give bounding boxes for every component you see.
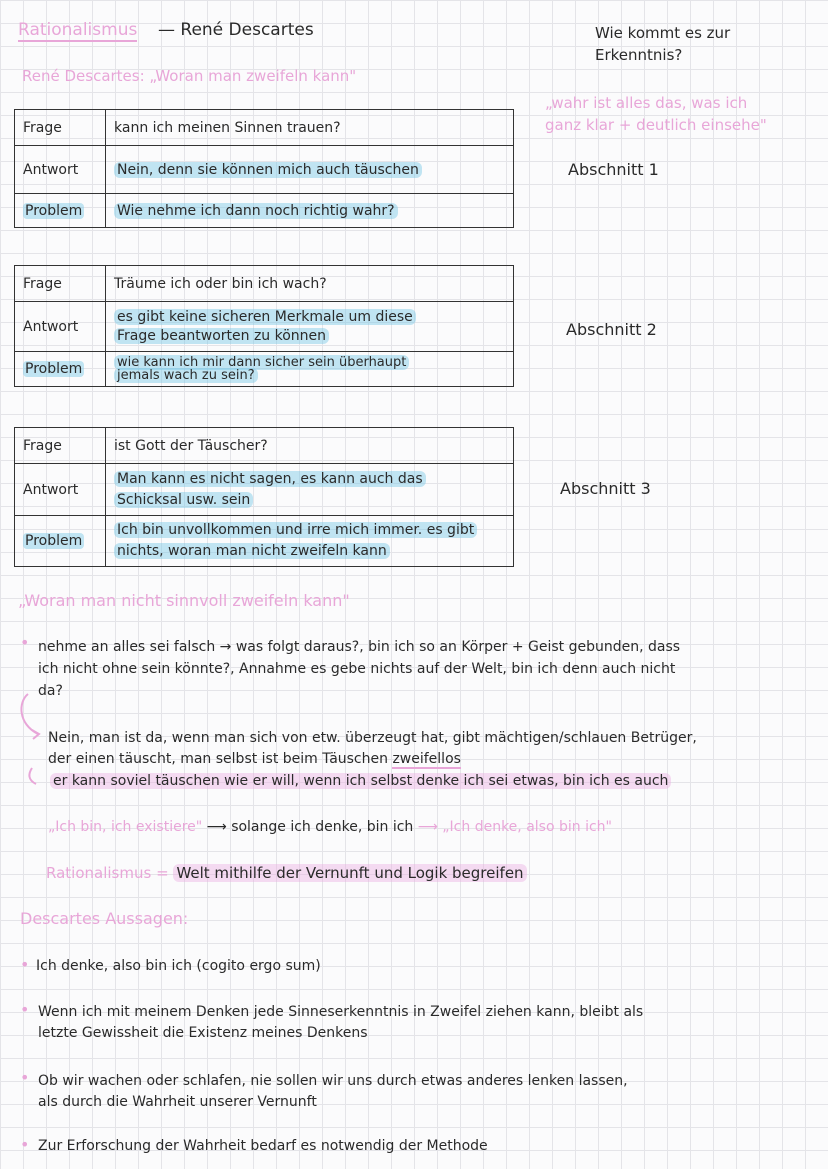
cogito-line xyxy=(48,819,612,835)
bullet-dot: • xyxy=(20,955,30,974)
equals-sign: = xyxy=(156,864,169,882)
table-row xyxy=(15,352,514,387)
row-text: ist Gott der Täuscher? xyxy=(106,428,514,464)
question-table-2 xyxy=(14,265,514,387)
row-label: Antwort xyxy=(15,146,106,194)
curved-arrow-icon xyxy=(14,690,50,790)
definition-line xyxy=(46,864,527,882)
statement-item: Wenn ich mit meinem Denken jede Sinneserkenntnis in Zweifel ziehen kann, bleibt als letzte Gewissheit die Existenz meines Denkens xyxy=(38,1004,644,1041)
table-row xyxy=(15,110,514,146)
row-text: Nein, denn sie können mich auch täuschen xyxy=(106,146,514,194)
page-title: — René Descartes xyxy=(158,20,314,40)
question-table-3 xyxy=(14,427,514,567)
statement-item: Zur Erforschung der Wahrheit bedarf es notwendig der Methode xyxy=(38,1138,488,1154)
row-text: wie kann ich mir dann sicher sein überhaupt jemals wach zu sein? xyxy=(106,352,514,387)
side-quote: „wahr ist alles das, was ich ganz klar + deutlich einsehe" xyxy=(545,94,767,134)
row-text: Ich bin unvollkommen und irre mich immer. es gibt nichts, woran man nicht zweifeln kann xyxy=(106,516,514,567)
row-label: Frage xyxy=(15,110,106,146)
row-label: Frage xyxy=(15,266,106,302)
table-row xyxy=(15,266,514,302)
title-keyword: Rationalismus xyxy=(18,20,138,40)
bullet-dot: • xyxy=(20,1000,30,1019)
cogito-middle: solange ich denke, bin ich xyxy=(231,819,414,835)
row-text: es gibt keine sicheren Merkmale um diese Frage beantworten zu können xyxy=(106,302,514,352)
row-text: kann ich meinen Sinnen trauen? xyxy=(106,110,514,146)
row-label: Problem xyxy=(15,194,106,228)
row-label: Antwort xyxy=(15,302,106,352)
arrow-line: er kann soviel täuschen wie er will, wenn ich selbst denke ich sei etwas, bin ich es auch xyxy=(50,773,671,789)
section-label-2: Abschnitt 2 xyxy=(566,320,657,339)
definition-term: Rationalismus xyxy=(46,864,152,882)
definition-text: Welt mithilfe der Vernunft und Logik begreifen xyxy=(173,864,526,882)
row-text: Wie nehme ich dann noch richtig wahr? xyxy=(106,194,514,228)
row-label: Antwort xyxy=(15,464,106,516)
subtitle: René Descartes: „Woran man zweifeln kann" xyxy=(22,67,357,85)
row-label: Problem xyxy=(15,516,106,567)
answer-text: Nein, man ist da, wenn man sich von etw. überzeugt hat, gibt mächtigen/schlauen Betrüger, der einen täuscht, man selbst ist beim Täuschen zweifellos xyxy=(48,730,697,767)
statements-heading: Descartes Aussagen: xyxy=(20,909,189,928)
bullet-dot: • xyxy=(20,1135,30,1154)
table-row xyxy=(15,428,514,464)
table-row xyxy=(15,194,514,228)
arrow-right-icon: ⟶ xyxy=(417,819,438,835)
section-heading: „Woran man nicht sinnvoll zweifeln kann" xyxy=(18,591,350,610)
table-row xyxy=(15,302,514,352)
cogito-right: „Ich denke, also bin ich" xyxy=(442,819,612,835)
table-row xyxy=(15,464,514,516)
statement-item: Ich denke, also bin ich (cogito ergo sum) xyxy=(36,958,321,974)
bullet-dot: • xyxy=(20,1068,30,1087)
arrow-right-icon: ⟶ xyxy=(206,819,227,835)
section-label-1: Abschnitt 1 xyxy=(568,160,659,179)
section-label-3: Abschnitt 3 xyxy=(560,479,651,498)
cogito-left: „Ich bin, ich existiere" xyxy=(48,819,203,835)
table-row xyxy=(15,146,514,194)
row-text: Man kann es nicht sagen, es kann auch das Schicksal usw. sein xyxy=(106,464,514,516)
side-question: Wie kommt es zur Erkenntnis? xyxy=(595,24,731,64)
bullet-dot: • xyxy=(20,633,30,652)
table-row xyxy=(15,516,514,567)
row-label: Problem xyxy=(15,352,106,387)
bullet-text: nehme an alles sei falsch → was folgt daraus?, bin ich so an Körper + Geist gebunden, dass ich nicht ohne sein könnte?, Annahme es gebe nichts auf der Welt, bin ich denn auch nicht da? xyxy=(38,639,681,699)
row-label: Frage xyxy=(15,428,106,464)
statement-item: Ob wir wachen oder schlafen, nie sollen wir uns durch etwas anderes lenken lassen, als durch die Wahrheit unserer Vernunft xyxy=(38,1073,628,1110)
row-text: Träume ich oder bin ich wach? xyxy=(106,266,514,302)
question-table-1 xyxy=(14,109,514,228)
